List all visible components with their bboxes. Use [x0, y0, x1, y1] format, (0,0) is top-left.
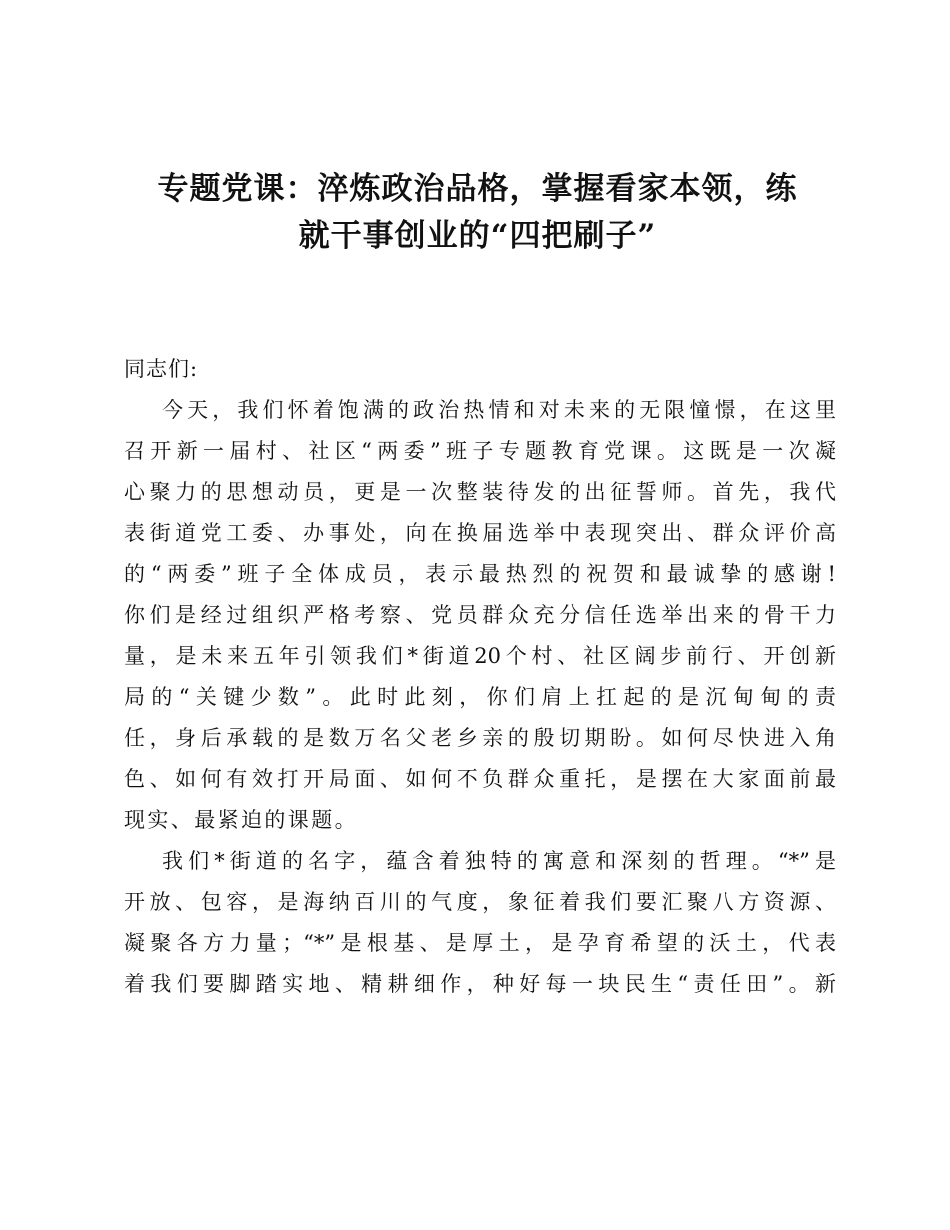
paragraph-line: 任，身后承载的是数万名父老乡亲的殷切期盼。如何尽快进入角	[124, 726, 836, 750]
salutation: 同志们:	[124, 357, 199, 381]
title-line-2: 就干事创业的“四把刷子”	[298, 218, 657, 254]
document-body	[124, 349, 836, 1005]
paragraph-line: 我们*街道的名字，蕴含着独特的寓意和深刻的哲理。“*”是	[162, 849, 836, 873]
document-title	[120, 166, 835, 260]
paragraph-line: 开放、包容，是海纳百川的气度，象征着我们要汇聚八方资源、	[124, 890, 836, 914]
paragraph-line: 着我们要脚踏实地、精耕细作，种好每一块民生“责任田”。新	[124, 972, 836, 996]
paragraph-line: 心聚力的思想动员，更是一次整装待发的出征誓师。首先，我代	[124, 480, 836, 504]
paragraph-line: 现实、最紧迫的课题。	[124, 808, 358, 832]
title-line-1: 专题党课：淬炼政治品格，掌握看家本领，练	[157, 171, 798, 207]
paragraph-line: 凝聚各方力量；“*”是根基、是厚土，是孕育希望的沃土，代表	[124, 931, 836, 955]
paragraph-line: 召开新一届村、社区“两委”班子专题教育党课。这既是一次凝	[124, 439, 836, 463]
paragraph-line: 局的“关键少数”。此时此刻，你们肩上扛起的是沉甸甸的责	[124, 685, 836, 709]
paragraph-line: 色、如何有效打开局面、如何不负群众重托，是摆在大家面前最	[124, 767, 836, 791]
paragraph-2	[124, 841, 836, 1005]
paragraph-line: 量，是未来五年引领我们*街道20个村、社区阔步前行、开创新	[124, 644, 836, 668]
paragraph-1	[124, 390, 836, 841]
paragraph-line: 表街道党工委、办事处，向在换届选举中表现突出、群众评价高	[124, 521, 836, 545]
paragraph-line: 你们是经过组织严格考察、党员群众充分信任选举出来的骨干力	[124, 603, 836, 627]
paragraph-line: 今天，我们怀着饱满的政治热情和对未来的无限憧憬，在这里	[162, 398, 836, 422]
paragraph-line: 的“两委”班子全体成员，表示最热烈的祝贺和最诚挚的感谢!	[124, 562, 836, 586]
